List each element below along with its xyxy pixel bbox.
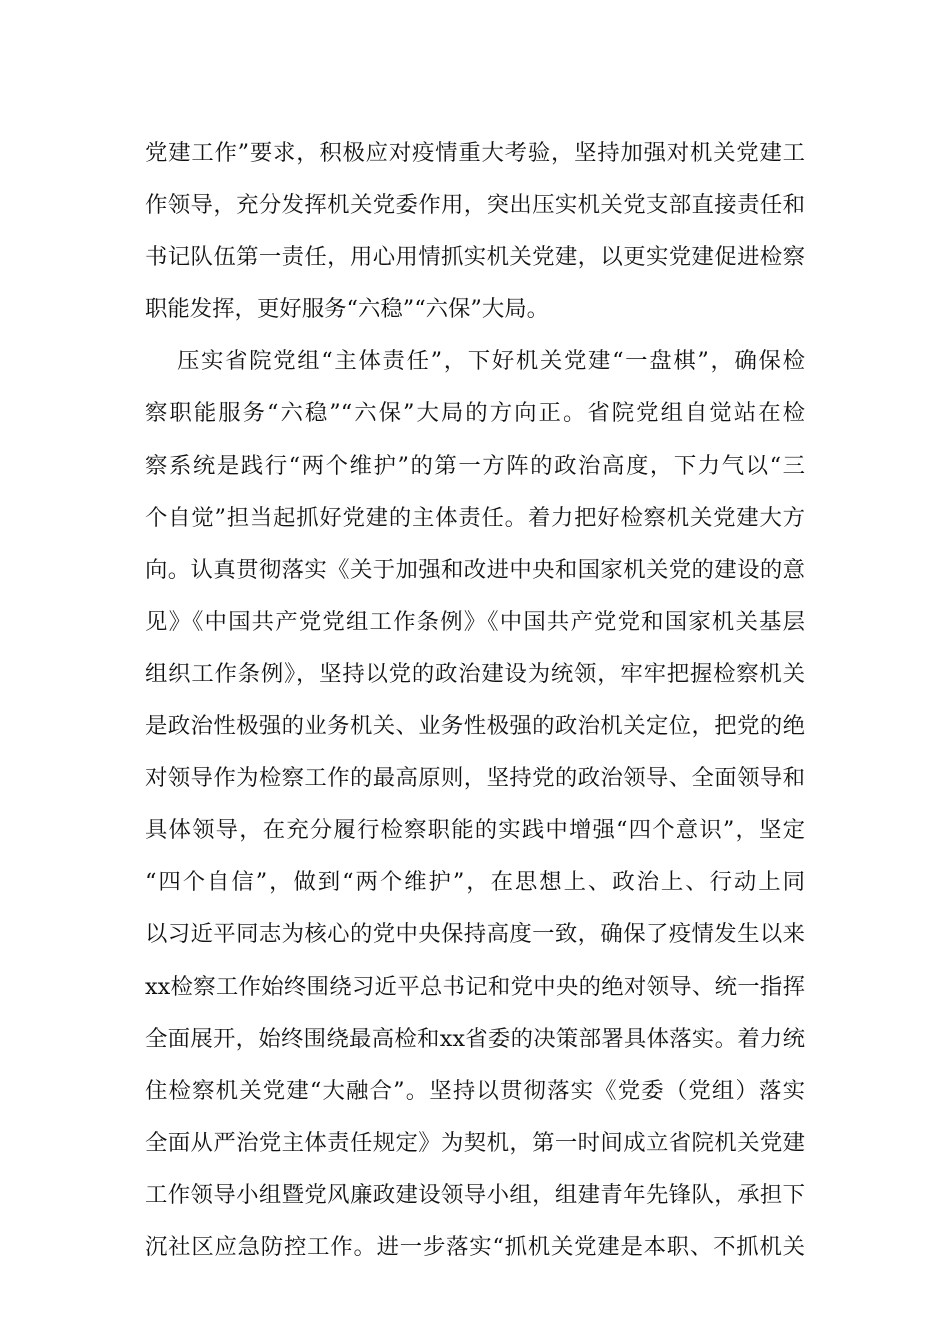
paragraph-2-line: 向。认真贯彻落实《关于加强和改进中央和国家机关党的建设的意 xyxy=(145,556,805,583)
paragraph-2-line: 全面展开，始终围绕最高检和xx省委的决策部署具体落实。着力统 xyxy=(145,1025,805,1052)
paragraph-2-line: 具体领导，在充分履行检察职能的实践中增强“四个意识”，坚定 xyxy=(145,817,805,844)
paragraph-1-line: 书记队伍第一责任，用心用情抓实机关党建，以更实党建促进检察 xyxy=(145,244,805,271)
paragraph-2-line: 对领导作为检察工作的最高原则，坚持党的政治领导、全面领导和 xyxy=(145,765,805,792)
paragraph-2-line: 以习近平同志为核心的党中央保持高度一致，确保了疫情发生以来 xyxy=(145,921,805,948)
paragraph-2-line: 见》《中国共产党党组工作条例》《中国共产党党和国家机关基层 xyxy=(145,608,805,635)
paragraph-2-line: 个自觉”担当起抓好党建的主体责任。着力把好检察机关党建大方 xyxy=(145,504,805,531)
paragraph-1-line: 作领导，充分发挥机关党委作用，突出压实机关党支部直接责任和 xyxy=(145,192,805,219)
paragraph-2-line: 沉社区应急防控工作。进一步落实“抓机关党建是本职、不抓机关 xyxy=(145,1233,805,1260)
paragraph-2-line: 压实省院党组“主体责任”，下好机关党建“一盘棋”，确保检 xyxy=(177,348,805,375)
paragraph-2-line: 住检察机关党建“大融合”。坚持以贯彻落实《党委（党组）落实 xyxy=(145,1077,805,1104)
paragraph-1-line: 职能发挥，更好服务“六稳”“六保”大局。 xyxy=(145,296,550,323)
paragraph-2-line: 工作领导小组暨党风廉政建设领导小组，组建青年先锋队，承担下 xyxy=(145,1181,805,1208)
paragraph-2-line: 察系统是践行“两个维护”的第一方阵的政治高度，下力气以“三 xyxy=(145,452,805,479)
paragraph-2-line: 是政治性极强的业务机关、业务性极强的政治机关定位，把党的绝 xyxy=(145,713,805,740)
paragraph-1-line: 党建工作”要求，积极应对疫情重大考验，坚持加强对机关党建工 xyxy=(145,140,805,166)
paragraph-2-line: xx检察工作始终围绕习近平总书记和党中央的绝对领导、统一指挥 xyxy=(145,973,805,1000)
paragraph-2-line: 组织工作条例》，坚持以党的政治建设为统领，牢牢把握检察机关 xyxy=(145,660,805,687)
paragraph-2-line: 察职能服务“六稳”“六保”大局的方向正。省院党组自觉站在检 xyxy=(145,400,805,427)
paragraph-2-line: 全面从严治党主体责任规定》为契机，第一时间成立省院机关党建 xyxy=(145,1129,805,1156)
paragraph-2-line: “四个自信”，做到“两个维护”，在思想上、政治上、行动上同 xyxy=(145,869,805,896)
document-body xyxy=(145,127,805,1273)
